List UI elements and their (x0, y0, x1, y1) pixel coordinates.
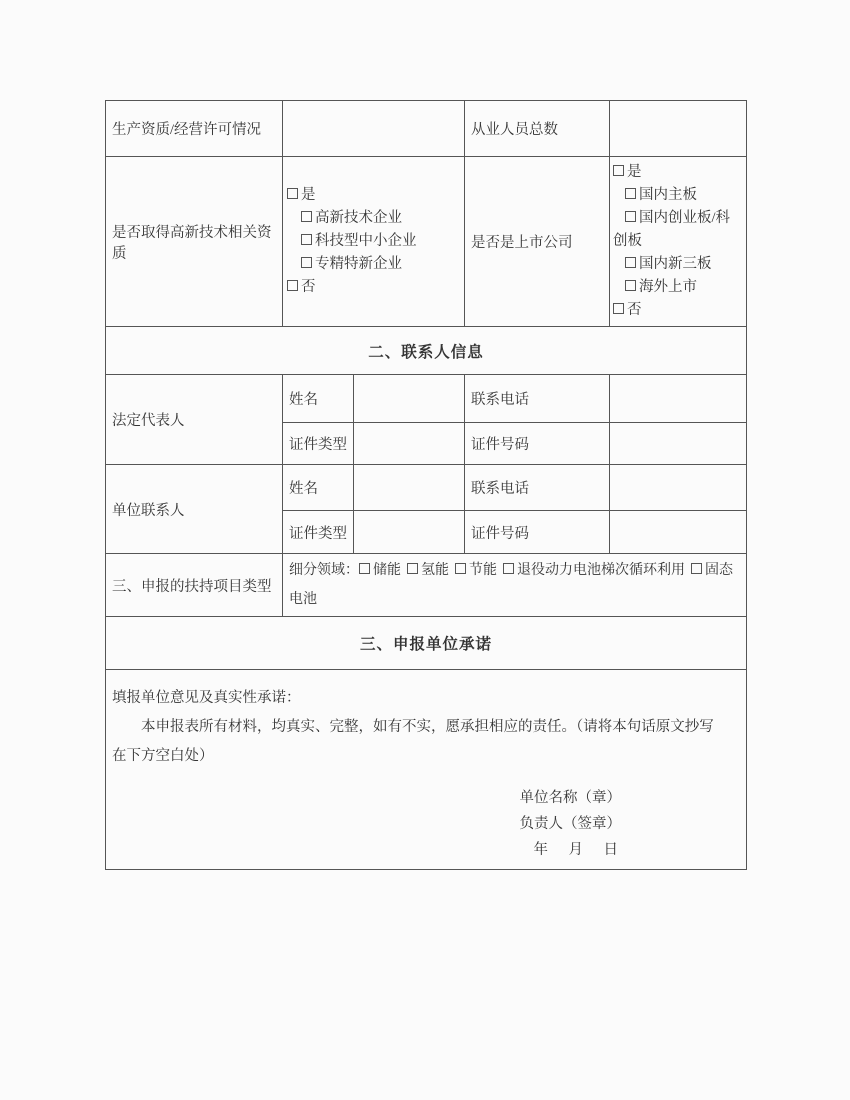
project-type-label: 三、申报的扶持项目类型 (106, 554, 283, 617)
checkbox-option-no[interactable] (287, 276, 460, 299)
checkbox-label: 是 (627, 164, 642, 180)
legal-name-input-cell[interactable] (354, 375, 465, 423)
unit-phone-input-cell[interactable] (610, 465, 747, 511)
signature-date-line: 年 月 日 (533, 842, 621, 858)
checkbox-option-energy-saving[interactable] (455, 563, 497, 578)
checkbox-label: 固态电池 (289, 563, 733, 607)
checkbox-icon (625, 257, 636, 268)
checkbox-icon (455, 563, 466, 574)
checkbox-icon (287, 188, 298, 199)
checkbox-icon (625, 280, 636, 291)
checkbox-option-no[interactable] (613, 299, 741, 322)
hightech-qualification-label: 是否取得高新技术相关资质 (106, 157, 283, 327)
legal-id-type-input-cell[interactable] (354, 423, 465, 465)
checkbox-option-specialized-new[interactable] (287, 253, 460, 276)
legal-id-number-input-cell[interactable] (610, 423, 747, 465)
production-license-input-cell[interactable] (283, 101, 465, 157)
checkbox-label: 是 (301, 187, 316, 203)
checkbox-label: 氢能 (421, 563, 449, 578)
checkbox-label: 国内新三板 (639, 256, 712, 272)
checkbox-label: 储能 (373, 563, 401, 578)
commitment-intro-line: 填报单位意见及真实性承诺： (112, 690, 301, 706)
checkbox-icon (359, 563, 370, 574)
hightech-options-cell (283, 157, 465, 327)
checkbox-icon (613, 165, 624, 176)
checkbox-label: 高新技术企业 (315, 210, 402, 226)
checkbox-option-hydrogen[interactable] (407, 563, 449, 578)
legal-phone-input-cell[interactable] (610, 375, 747, 423)
commitment-cell (106, 670, 747, 870)
checkbox-icon (613, 303, 624, 314)
checkbox-icon (625, 188, 636, 199)
checkbox-icon (301, 234, 312, 245)
legal-id-type-label: 证件类型 (283, 423, 354, 465)
checkbox-label: 否 (301, 279, 316, 295)
unit-contact-label: 单位联系人 (106, 465, 283, 554)
checkbox-icon (301, 257, 312, 268)
subfield-prefix-label: 细分领域： (289, 563, 359, 578)
checkbox-icon (503, 563, 514, 574)
checkbox-icon (287, 280, 298, 291)
checkbox-option-yes[interactable] (287, 184, 460, 207)
checkbox-option-gem-star-board[interactable] (613, 207, 741, 253)
checkbox-option-domestic-mainboard[interactable] (613, 184, 741, 207)
legal-name-label: 姓名 (283, 375, 354, 423)
checkbox-label: 节能 (469, 563, 497, 578)
production-license-label: 生产资质/经营许可情况 (106, 101, 283, 157)
unit-id-number-input-cell[interactable] (610, 511, 747, 554)
checkbox-icon (691, 563, 702, 574)
listed-options-cell (610, 157, 747, 327)
signature-company-line: 单位名称（章） (519, 790, 621, 806)
checkbox-option-yes[interactable] (613, 161, 741, 184)
unit-id-type-label: 证件类型 (283, 511, 354, 554)
checkbox-label: 专精特新企业 (315, 256, 402, 272)
application-form-table (105, 100, 747, 870)
commitment-body-text: 本申报表所有材料，均真实、完整，如有不实，愿承担相应的责任。（请将本句话原文抄写在下方空白处） (112, 719, 714, 764)
unit-name-input-cell[interactable] (354, 465, 465, 511)
legal-representative-label: 法定代表人 (106, 375, 283, 465)
checkbox-icon (407, 563, 418, 574)
signature-person-line: 负责人（签章） (519, 816, 621, 832)
section-title-commitment: 三、申报单位承诺 (106, 617, 747, 670)
unit-id-type-input-cell[interactable] (354, 511, 465, 554)
checkbox-option-energy-storage[interactable] (359, 563, 401, 578)
employees-total-input-cell[interactable] (610, 101, 747, 157)
checkbox-label: 海外上市 (639, 279, 697, 295)
checkbox-option-hightech-enterprise[interactable] (287, 207, 460, 230)
checkbox-option-retired-battery-reuse[interactable] (503, 563, 685, 578)
checkbox-option-neeq[interactable] (613, 253, 741, 276)
checkbox-option-tech-sme[interactable] (287, 230, 460, 253)
listed-company-label: 是否是上市公司 (465, 157, 610, 327)
legal-id-number-label: 证件号码 (465, 423, 610, 465)
checkbox-icon (301, 211, 312, 222)
checkbox-label: 科技型中小企业 (315, 233, 417, 249)
section-title-contacts: 二、联系人信息 (106, 327, 747, 375)
employees-total-label: 从业人员总数 (465, 101, 610, 157)
unit-id-number-label: 证件号码 (465, 511, 610, 554)
checkbox-label: 国内创业板/科创板 (613, 210, 731, 249)
checkbox-label: 退役动力电池梯次循环利用 (517, 563, 685, 578)
legal-phone-label: 联系电话 (465, 375, 610, 423)
checkbox-label: 国内主板 (639, 187, 697, 203)
unit-phone-label: 联系电话 (465, 465, 610, 511)
project-type-options-cell (283, 554, 747, 617)
checkbox-icon (625, 211, 636, 222)
unit-name-label: 姓名 (283, 465, 354, 511)
checkbox-option-overseas-listed[interactable] (613, 276, 741, 299)
signature-block (112, 785, 738, 863)
checkbox-label: 否 (627, 302, 642, 318)
